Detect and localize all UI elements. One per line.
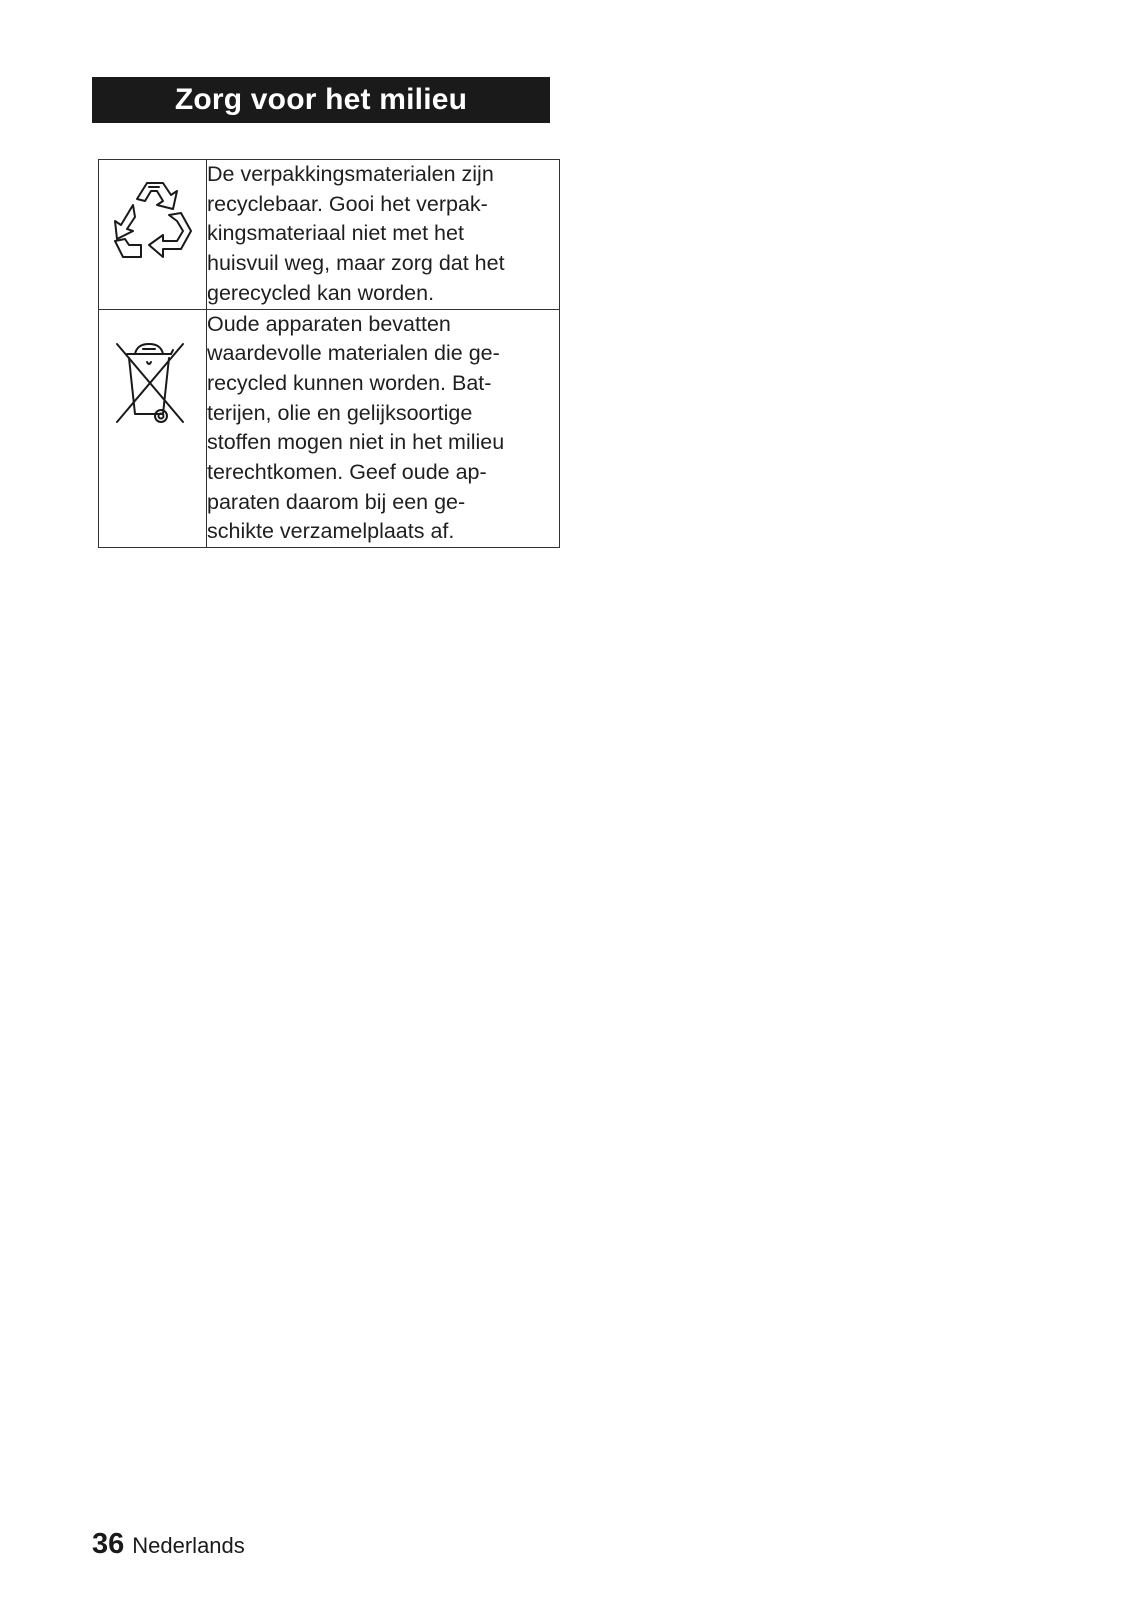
text-line: kingsmateriaal niet met het	[207, 221, 464, 246]
text-line: huisvuil weg, maar zorg dat het	[207, 251, 505, 276]
icon-cell	[99, 160, 207, 310]
text-line: recycled kunnen worden. Bat-	[207, 370, 492, 395]
text-line: Oude apparaten bevatten	[207, 311, 451, 336]
old-appliances-text	[207, 309, 560, 548]
text-line: De verpakkingsmaterialen zijn	[207, 162, 494, 186]
environment-info-table	[98, 159, 560, 548]
icon-cell	[99, 309, 207, 548]
text-line: waardevolle materialen die ge-	[207, 341, 500, 366]
text-line: terijen, olie en gelijksoortige	[207, 400, 473, 425]
section-heading: Zorg voor het milieu	[174, 83, 468, 116]
table-row-packaging	[99, 160, 560, 310]
table-row-old-appliances	[99, 309, 560, 548]
text-line: schikte verzamelplaats af.	[207, 519, 455, 544]
page-number: 36	[92, 1528, 125, 1560]
text-line: recyclebaar. Gooi het verpak-	[207, 191, 488, 216]
section-heading-bar	[92, 77, 550, 123]
text-line: stoffen mogen niet in het milieu	[207, 430, 505, 455]
text-line: paraten daarom bij een ge-	[207, 489, 466, 514]
page-footer	[92, 1528, 245, 1561]
text-line: terechtkomen. Geef oude ap-	[207, 460, 487, 485]
page-language: Nederlands	[132, 1533, 245, 1558]
crossed-out-wheelie-bin-icon	[113, 338, 206, 431]
packaging-text	[207, 160, 560, 310]
text-line: gerecycled kan worden.	[207, 280, 435, 305]
recycle-icon	[107, 179, 206, 272]
